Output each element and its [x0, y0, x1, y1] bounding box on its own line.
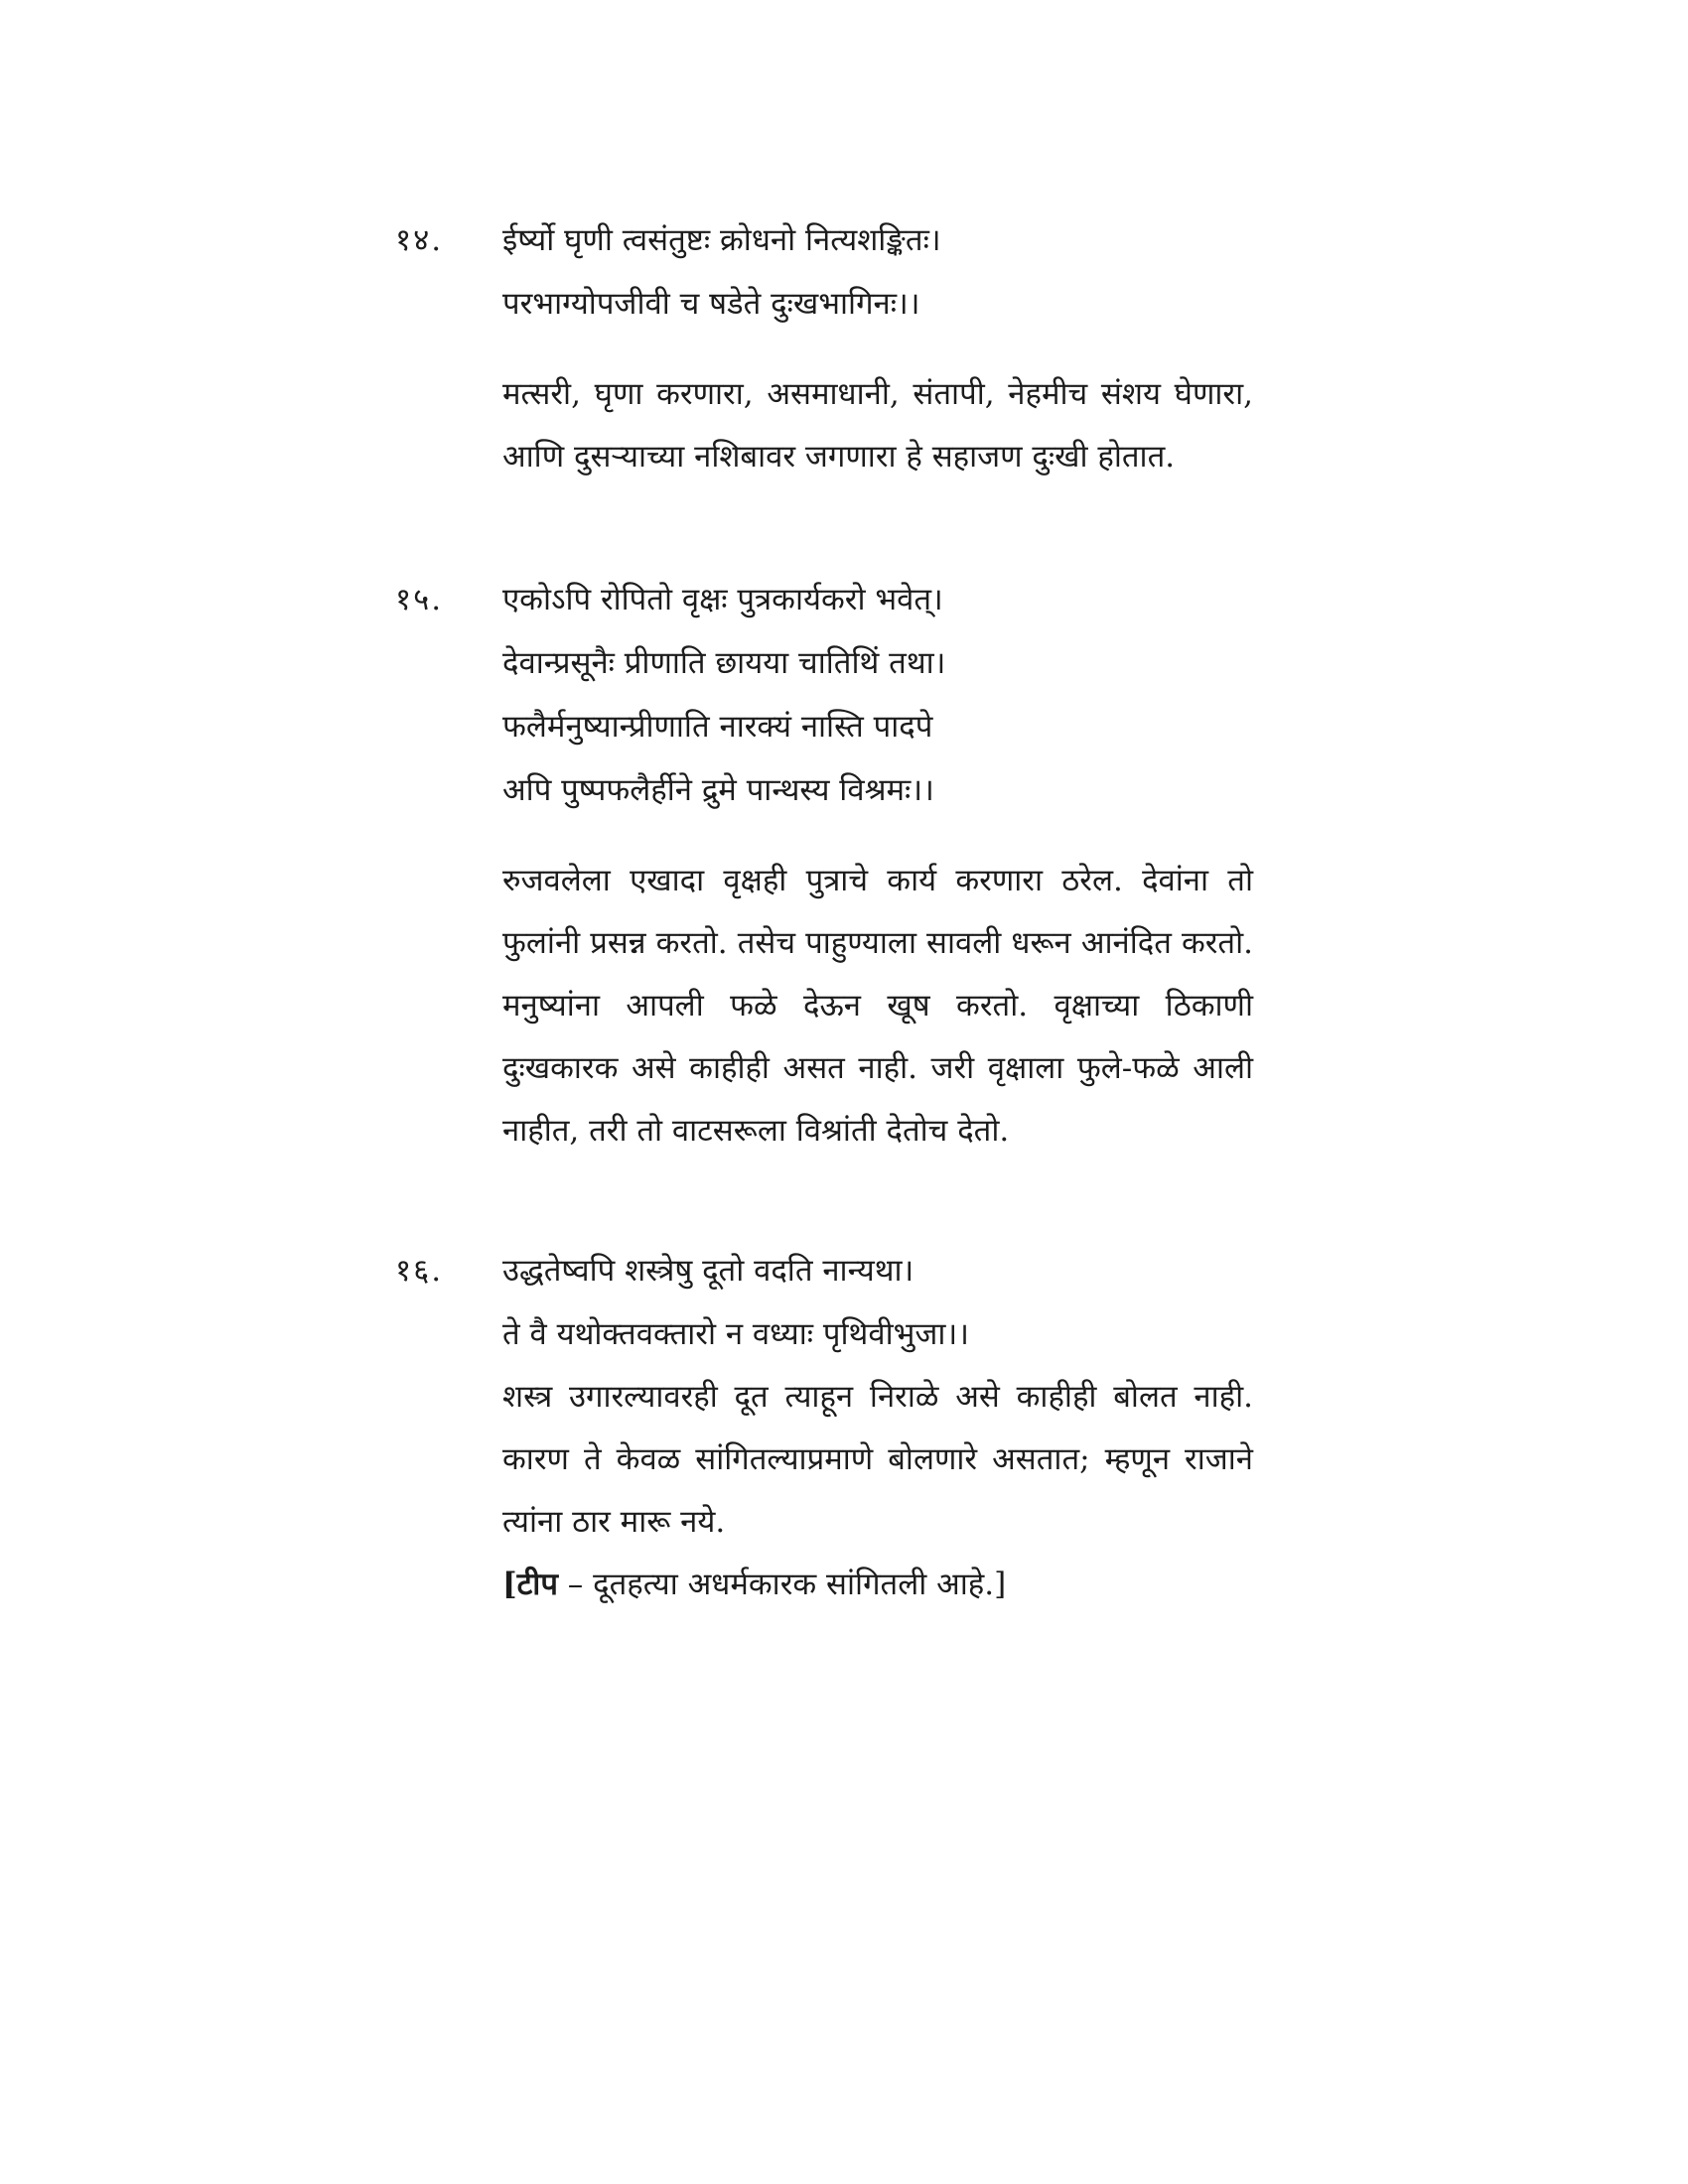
verse-line: अपि पुष्पफलैर्हीने द्रुमे पान्थस्य विश्रमः।।	[502, 772, 934, 808]
entry-number: १५.	[395, 582, 444, 617]
footnote-label: [टीप	[502, 1567, 558, 1602]
verse-line: उद्धतेष्वपि शस्त्रेषु दूतो वदति नान्यथा।	[502, 1253, 914, 1289]
verse-line: ईर्ष्यो घृणी त्वसंतुष्टः क्रोधनो नित्यशङ्कितः।	[502, 222, 941, 258]
footnote-text: – दूतहत्या अधर्मकारक सांगितली आहे.]	[557, 1567, 1007, 1602]
verse-line: फलैर्मनुष्यान्प्रीणाति नारक्यं नास्ति पादपे	[502, 709, 933, 745]
entry-body	[502, 568, 1253, 1162]
sanskrit-verse	[502, 208, 1253, 336]
marathi-translation: मत्सरी, घृणा करणारा, असमाधानी, संतापी, नेहमीच संशय घेणारा, आणि दुसऱ्याच्या नशिबावर जगणारा हे सहाजण दुःखी होतात.	[502, 376, 1253, 475]
entry-number: १४.	[395, 222, 444, 258]
verse-line: एकोऽपि रोपितो वृक्षः पुत्रकार्यकरो भवेत्।	[502, 582, 943, 617]
sanskrit-verse	[502, 568, 1253, 822]
entry-body	[502, 1239, 1253, 1616]
verse-line: परभाग्योपजीवी च षडेते दुःखभागिनः।।	[502, 286, 920, 322]
footnote	[502, 1554, 1253, 1616]
marathi-translation: रुजवलेला एखादा वृक्षही पुत्राचे कार्य करणारा ठरेल. देवांना तो फुलांनी प्रसन्न करतो. तसेच पाहुण्याला सावली धरून आनंदित करतो. मनुष्यांना आपली फळे देऊन खूष करतो. वृक्षाच्या ठिकाणी दुःखकारक असे काहीही असत नाही. जरी वृक्षाला फुले-फळे आली नाहीत, तरी तो वाटसरूला विश्रांती देतोच देतो.	[502, 863, 1253, 1149]
verse-line: ते वै यथोक्तवक्तारो न वध्याः पृथिवीभुजा।।	[502, 1316, 969, 1352]
sanskrit-verse	[502, 1239, 1253, 1366]
entry-body	[502, 208, 1253, 488]
entry-number: १६.	[395, 1253, 444, 1289]
verse-line: देवान्प्रसूनैः प्रीणाति छायया चातिथिं तथा।	[502, 645, 946, 681]
marathi-translation: शस्त्र उगारल्यावरही दूत त्याहून निराळे असे काहीही बोलत नाही. कारण ते केवळ सांगितल्याप्रमाणे बोलणारे असतात; म्हणून राजाने त्यांना ठार मारू नये.	[502, 1379, 1253, 1540]
